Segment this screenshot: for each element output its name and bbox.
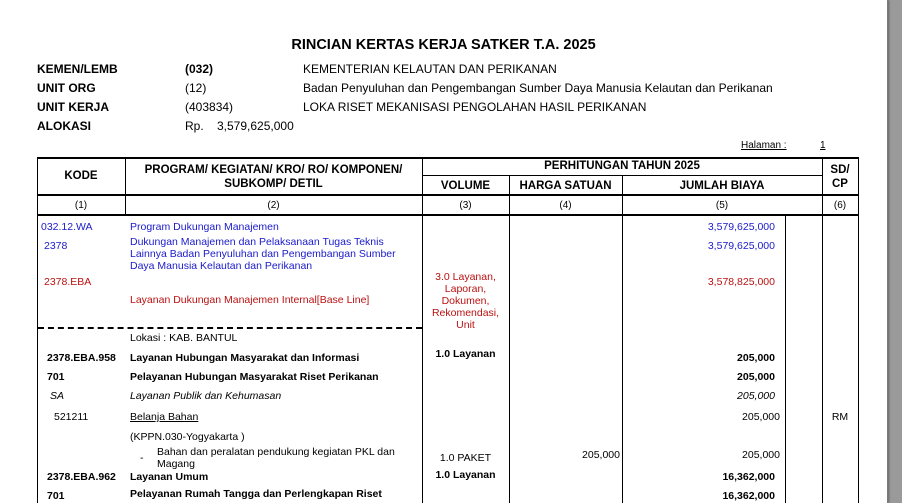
row-ro-962-jumlah: 16,362,000 (722, 471, 775, 483)
row-kegiatan-desc-line1: Dukungan Manajemen dan Pelaksanaan Tugas Teknis (130, 236, 384, 248)
colnum-2: (2) (267, 200, 280, 211)
row-ro-962-kode: 2378.EBA.962 (47, 471, 116, 483)
row-kegiatan-desc-line2: Lainnya Badan Penyuluhan dan Pengembangan Sumber (130, 248, 396, 260)
header-program-line2: SUBKOMP/ DETIL (224, 178, 323, 190)
header-perhitungan: PERHITUNGAN TAHUN 2025 (544, 160, 700, 172)
row-ro-962-volume: 1.0 Layanan (435, 469, 496, 481)
table-top-border (37, 157, 859, 159)
row-detil-harga: 205,000 (582, 449, 620, 461)
row-lokasi: Lokasi : KAB. BANTUL (130, 332, 238, 344)
row-komponen-701-desc: Pelayanan Hubungan Masyarakat Riset Perikanan (130, 371, 379, 383)
row-komponen-701-kode: 701 (47, 371, 65, 383)
row-program-desc: Program Dukungan Manajemen (130, 221, 279, 233)
header-program-line1: PROGRAM/ KEGIATAN/ KRO/ RO/ KOMPONEN/ (144, 164, 403, 176)
unit-org-code: (12) (185, 81, 207, 95)
section-dashed-separator (38, 327, 422, 329)
halaman-label: Halaman : (741, 140, 787, 151)
row-subkomp-sa-kode: SA (50, 390, 65, 402)
header-volume: VOLUME (440, 180, 491, 192)
row-program-kode: 032.12.WA (41, 221, 93, 233)
alokasi-label: ALOKASI (37, 119, 91, 133)
row-kro-volume-line4: Rekomendasi, (431, 307, 500, 319)
table-right-border (858, 157, 859, 503)
row-akun-521211-jumlah: 205,000 (742, 411, 780, 423)
colnum-bottom-border (37, 214, 859, 216)
kemen-name: KEMENTERIAN KELAUTAN DAN PERIKANAN (303, 62, 557, 76)
row-kppn: (KPPN.030-Yogyakarta ) (130, 431, 245, 443)
kemen-label: KEMEN/LEMB (37, 62, 118, 76)
colnum-5: (5) (715, 200, 729, 211)
row-kegiatan-jumlah: 3,579,625,000 (707, 240, 775, 252)
row-program-jumlah: 3,579,625,000 (707, 221, 775, 233)
col-divider-harga (622, 175, 623, 503)
header-sdcp-line2: CP (832, 178, 848, 190)
kemen-code: (032) (185, 62, 214, 76)
row-komponen-701b-desc: Pelayanan Rumah Tangga dan Perlengkapan Riset (130, 488, 382, 500)
alokasi-currency: Rp. (185, 119, 204, 133)
unit-kerja-name: LOKA RISET MEKANISASI PENGOLAHAN HASIL PERIKANAN (303, 100, 647, 114)
colnum-3: (3) (459, 200, 472, 211)
row-kegiatan-kode: 2378 (44, 240, 68, 252)
header-bottom-border (37, 194, 859, 196)
row-komponen-701b-kode: 701 (47, 490, 65, 502)
colnum-1: (1) (74, 200, 88, 211)
row-ro-962-desc: Layanan Umum (130, 471, 209, 483)
unit-org-name: Badan Penyuluhan dan Pengembangan Sumber Daya Manusia Kelautan dan Perikanan (303, 81, 773, 95)
row-ro-958-jumlah: 205,000 (737, 352, 775, 364)
header-jumlah: JUMLAH BIAYA (679, 180, 765, 192)
row-komponen-701b-jumlah: 16,362,000 (722, 490, 775, 502)
row-ro-958-desc: Layanan Hubungan Masyarakat dan Informasi (130, 352, 360, 364)
row-kro-volume-line3: Dokumen, (441, 295, 490, 307)
row-detil-volume: 1.0 PAKET (439, 452, 492, 464)
row-subkomp-sa-desc: Layanan Publik dan Kehumasan (130, 390, 282, 402)
row-kro-kode: 2378.EBA (44, 276, 92, 288)
halaman-value: 1 (820, 140, 826, 151)
document-title: RINCIAN KERTAS KERJA SATKER T.A. 2025 (291, 37, 596, 53)
row-subkomp-sa-jumlah: 205,000 (737, 390, 775, 402)
col-divider-jumlah-inner (785, 216, 786, 503)
row-komponen-701-jumlah: 205,000 (737, 371, 775, 383)
unit-kerja-code: (403834) (185, 100, 234, 114)
header-kode: KODE (64, 170, 98, 182)
unit-kerja-label: UNIT KERJA (37, 100, 110, 114)
colnum-4: (4) (559, 200, 572, 211)
unit-org-label: UNIT ORG (37, 81, 96, 95)
row-kegiatan-desc-line3: Daya Manusia Kelautan dan Perikanan (130, 260, 313, 272)
row-detil-jumlah: 205,000 (742, 449, 780, 461)
colnum-6: (6) (833, 200, 847, 211)
row-akun-521211-kode: 521211 (54, 411, 89, 423)
row-detil-desc-line2: Magang (157, 458, 195, 470)
row-ro-958-kode: 2378.EBA.958 (47, 352, 116, 364)
header-sdcp-line1: SD/ (830, 164, 850, 176)
row-akun-521211-sdcp: RM (831, 411, 849, 423)
row-detil-desc-line1: Bahan dan peralatan pendukung kegiatan PKL dan (157, 446, 395, 458)
alokasi-amount: 3,579,625,000 (217, 119, 294, 133)
row-kro-volume-line5: Unit (456, 319, 475, 331)
row-akun-521211-desc: Belanja Bahan (130, 411, 199, 423)
row-kro-jumlah: 3,578,825,000 (707, 276, 775, 288)
header-harga: HARGA SATUAN (519, 180, 612, 192)
row-ro-958-volume: 1.0 Layanan (435, 348, 496, 360)
row-kro-volume-line1: 3.0 Layanan, (435, 271, 496, 283)
row-detil-bullet: - (140, 452, 144, 464)
row-kro-volume-line2: Laporan, (444, 283, 487, 295)
col-divider-volume (509, 175, 510, 503)
row-kro-desc: Layanan Dukungan Manajemen Internal[Base Line] (130, 294, 370, 306)
